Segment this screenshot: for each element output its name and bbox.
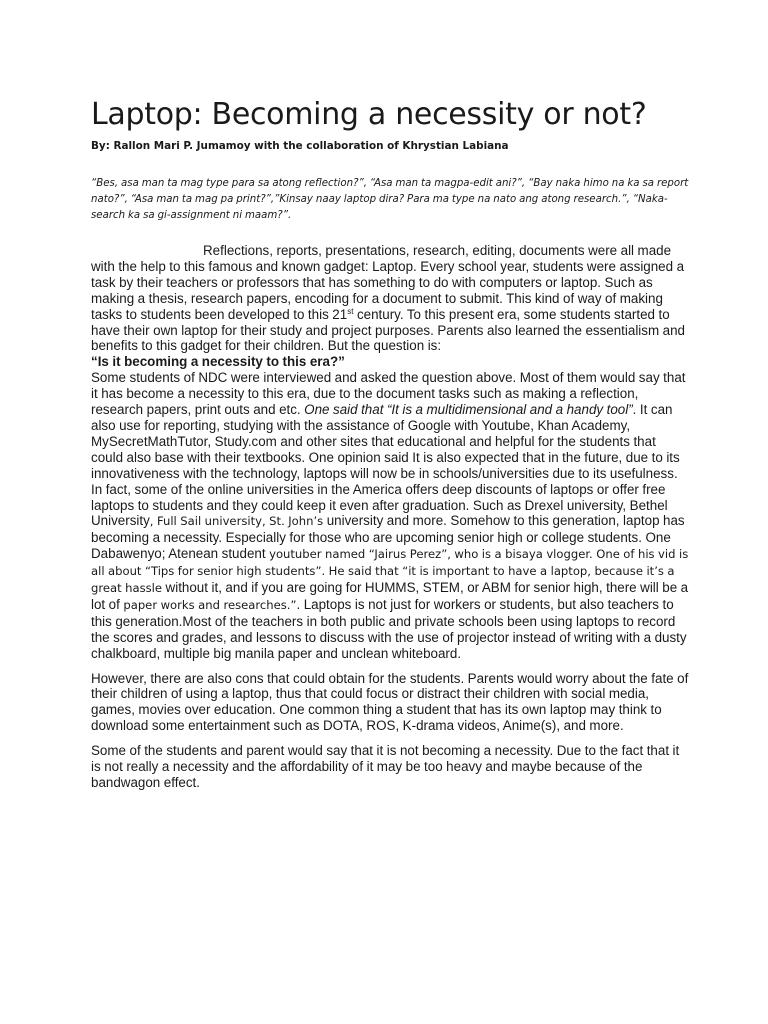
- article-body: [91, 243, 689, 791]
- paragraph-cons: However, there are also cons that could obtain for the students. Parents would worry about the fate of their children of using a laptop, thus that could focus or distract their children with social media, games, movies over education. One common thing a student that has its own laptop may think to download some entertainment such as DOTA, ROS, K-drama videos, Anime(s), and more.: [91, 670, 689, 734]
- p2-text-e: . It can also use for reporting, studying with the assistance of Google with Youtube, Khan Academy, MySecretMathTutor, Study.com and other sites that educational and helpful for the students that could also base with their textbooks. One opinion said It is also expected that in the future, due to its innovativeness with the technology, laptops will now be in schools/universities due to its usefulness. In fact, some of the online universities in the America offers deep discounts of laptops or offer free laptops to students and they could keep it even after graduation. Such as Drexel university, Bethel University: [91, 402, 680, 529]
- paragraph-intro-text: Reflections, reports, presentations, research, editing, documents were all made with the help to this famous and known gadget: Laptop. Every school year, students were assigned a task by their teachers or professors that has something to do with computers or laptop. Such as making a thesis, research papers, encoding for a document to submit. This kind of way of making tasks to students been developed to this 21: [91, 243, 685, 322]
- p2-text-f: , Full Sail university, St. John’s: [149, 514, 324, 529]
- p2-text-j: paper works and researches.”: [123, 597, 297, 612]
- p2-youtuber-quote: youtuber named “Jairus Perez”, who is a bisaya vlogger. One of his vid is all about “Tips for senior high students”. He said that “it is important to have a laptop, because it’s a great hassle: [91, 547, 689, 596]
- key-question: “Is it becoming a necessity to this era?”: [91, 354, 345, 370]
- page-title: Laptop: Becoming a necessity or not?: [91, 97, 647, 132]
- paragraph-intro: [91, 243, 689, 354]
- p2-text-i: without it, and if you are going for HUMMS, STEM, or ABM for senior high, there will be a lot of: [91, 580, 689, 612]
- p2-text-b: One said that “: [304, 402, 392, 418]
- p2-text-g: university and more. Somehow to this generation, laptop has becoming a necessity. Especially for those who are upcoming senior high or college students. One Dabawenyo; Atenean student: [91, 513, 685, 562]
- superscript-st: st: [347, 306, 354, 316]
- p2-text-d: ”: [628, 402, 633, 418]
- paragraph-interviews: [91, 370, 689, 661]
- paragraph-intro-text-2: century. To this present era, some students started to have their own laptop for their study and project purposes. Parents also learned the essentialism and benefits to this gadget for their children. But the question is:: [91, 306, 685, 354]
- p2-text-k: . Laptops is not just for workers or students, but also teachers to this generation.Most of the teachers in both public and private schools been using laptops to record the scores and grades, and lessons to discuss with the use of projector instead of writing with a dusty chalkboard, multiple big manila paper and unclean whiteboard.: [91, 596, 687, 661]
- opening-quote: “Bes, asa man ta mag type para sa atong reflection?”, “Asa man ta magpa-edit ani?”, “Bay naka himo na ka sa report nato?”, “Asa man ta mag pa print?”,”Kinsay naay laptop dira? Para ma type na nato ang atong research.”, “Naka-search ka sa gi-assignment ni maam?”.: [91, 178, 689, 221]
- author-byline: By: Rallon Mari P. Jumamoy with the collaboration of Khrystian Labiana: [91, 140, 509, 152]
- p2-text-a: Some students of NDC were interviewed and asked the question above. Most of them would say that it has become a necessity to this era, due to the document tasks such as making a reflection, research papers, print outs and etc.: [91, 370, 686, 418]
- p2-quoted-opinion: It is a multidimensional and a handy tool: [391, 402, 629, 418]
- paragraph-not-necessity: Some of the students and parent would say that it is not becoming a necessity. Due to the fact that it is not really a necessity and the affordability of it may be too heavy and maybe because of the bandwagon effect.: [91, 743, 680, 790]
